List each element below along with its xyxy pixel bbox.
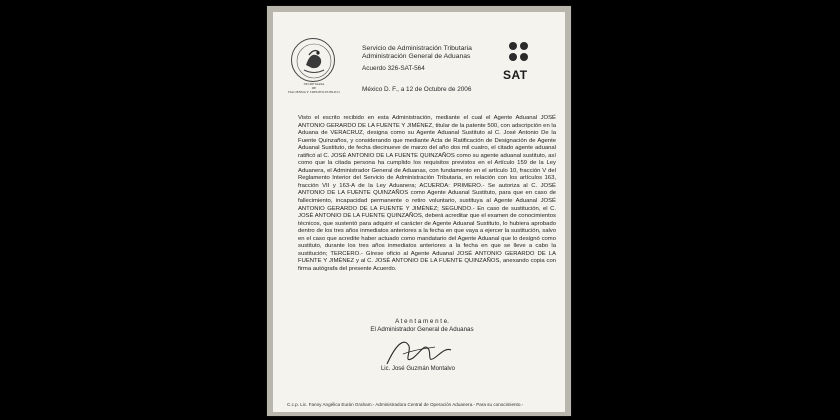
reference-number: Acuerdo 326-SAT-564 <box>362 65 425 72</box>
date-line: México D. F., a 12 de Octubre de 2006 <box>362 86 472 93</box>
agency-heading <box>362 45 472 62</box>
sat-logo-icon <box>509 42 533 64</box>
agency-department: Administración General de Aduanas <box>362 53 471 61</box>
signer-role: El Administrador General de Aduanas <box>370 325 474 333</box>
closing-salutation: A t e n t a m e n t e. <box>395 318 449 325</box>
document-frame <box>267 6 571 416</box>
national-seal-icon <box>291 38 335 82</box>
sat-logo <box>503 42 537 82</box>
seal-caption-line: DE <box>311 86 317 91</box>
agency-name: Servicio de Administración Tributaria <box>362 45 472 52</box>
seal-caption-line: SECRETARIA <box>303 82 325 86</box>
signer-name: Lic. José Guzmán Montalvo <box>380 366 456 372</box>
agreement-body: Visto el escrito recibido en esta Administración, mediante el cual el Agente Aduanal JOSÉ ANTONIO GERARDO DE LA FUENTE Y JIMÉNEZ, titular de la patente 500, con adscripción en la Aduana de VERACRUZ, designa como su Agente Aduanal Sustituto al C. José Antonio De la Fuente Quinzaños, y considerando que mediante Acta de Ratificación de Designación de Agente Aduanal Sustituto, de fecha diecinueve de marzo del año dos mil cuatro, el citado agente aduanal ratificó al C. JOSÉ ANTONIO DE LA FUENTE QUINZAÑOS como su agente aduanal sustituto, así como que la citada persona ha cumplido los requisitos previstos en el Artículo 159 de la Ley Aduanera, el Administrador General de Aduanas, con fundamento en el artículo 10, fracción V del Reglamento Interior del Servicio de Administración Tributaria, en relación con los artículos 163, fracción VII y 163-A de la Ley Aduanera; ACUERDA: PRIMERO.- Se autoriza al C. JOSÉ ANTONIO DE LA FUENTE QUINZAÑOS como Agente Aduanal Sustituto, para que en caso de fallecimiento, incapacidad permanente o retiro voluntario, sustituya al Agente Aduanal JOSÉ ANTONIO GERARDO DE LA FUENTE Y JIMÉNEZ; SEGUNDO.- En caso de sustitución, el C. JOSÉ ANTONIO DE LA FUENTE QUINZAÑOS, deberá acreditar que el examen de conocimientos técnicos, que sustentó para adquirir el carácter de Agente Aduanal Sustituto, lo hubiera aprobado dentro de los tres años inmediatos anteriores a la fecha en que vaya a ejercer la sustitución, salvo en el caso que acredite haber actuado como mandatario del Agente Aduanal que lo designó como sustituto, durante los tres años inmediatos anteriores a la fecha en que se lleve a cabo la sustitución; TERCERO.- Gírese oficio al Agente Aduanal JOSÉ ANTONIO GERARDO DE LA FUENTE Y JIMÉNEZ y al C. JOSÉ ANTONIO DE LA FUENTE QUINZAÑOS, anexando copia con firma autógrafa del presente Acuerdo. <box>298 115 556 272</box>
carbon-copy-line: C.c.p. Lic. Fanny Angélica Eurán Graham.- Administradora Central de Operación Aduanera.- Para su conocimiento.- <box>287 402 524 407</box>
closing-block <box>366 318 478 333</box>
seal-caption-line: HACIENDA Y CREDITO PUBLICO <box>288 90 340 95</box>
handwritten-signature <box>383 334 453 370</box>
seal-caption <box>279 82 349 95</box>
sat-logo-text: SAT <box>503 68 528 82</box>
document-page <box>273 12 565 412</box>
